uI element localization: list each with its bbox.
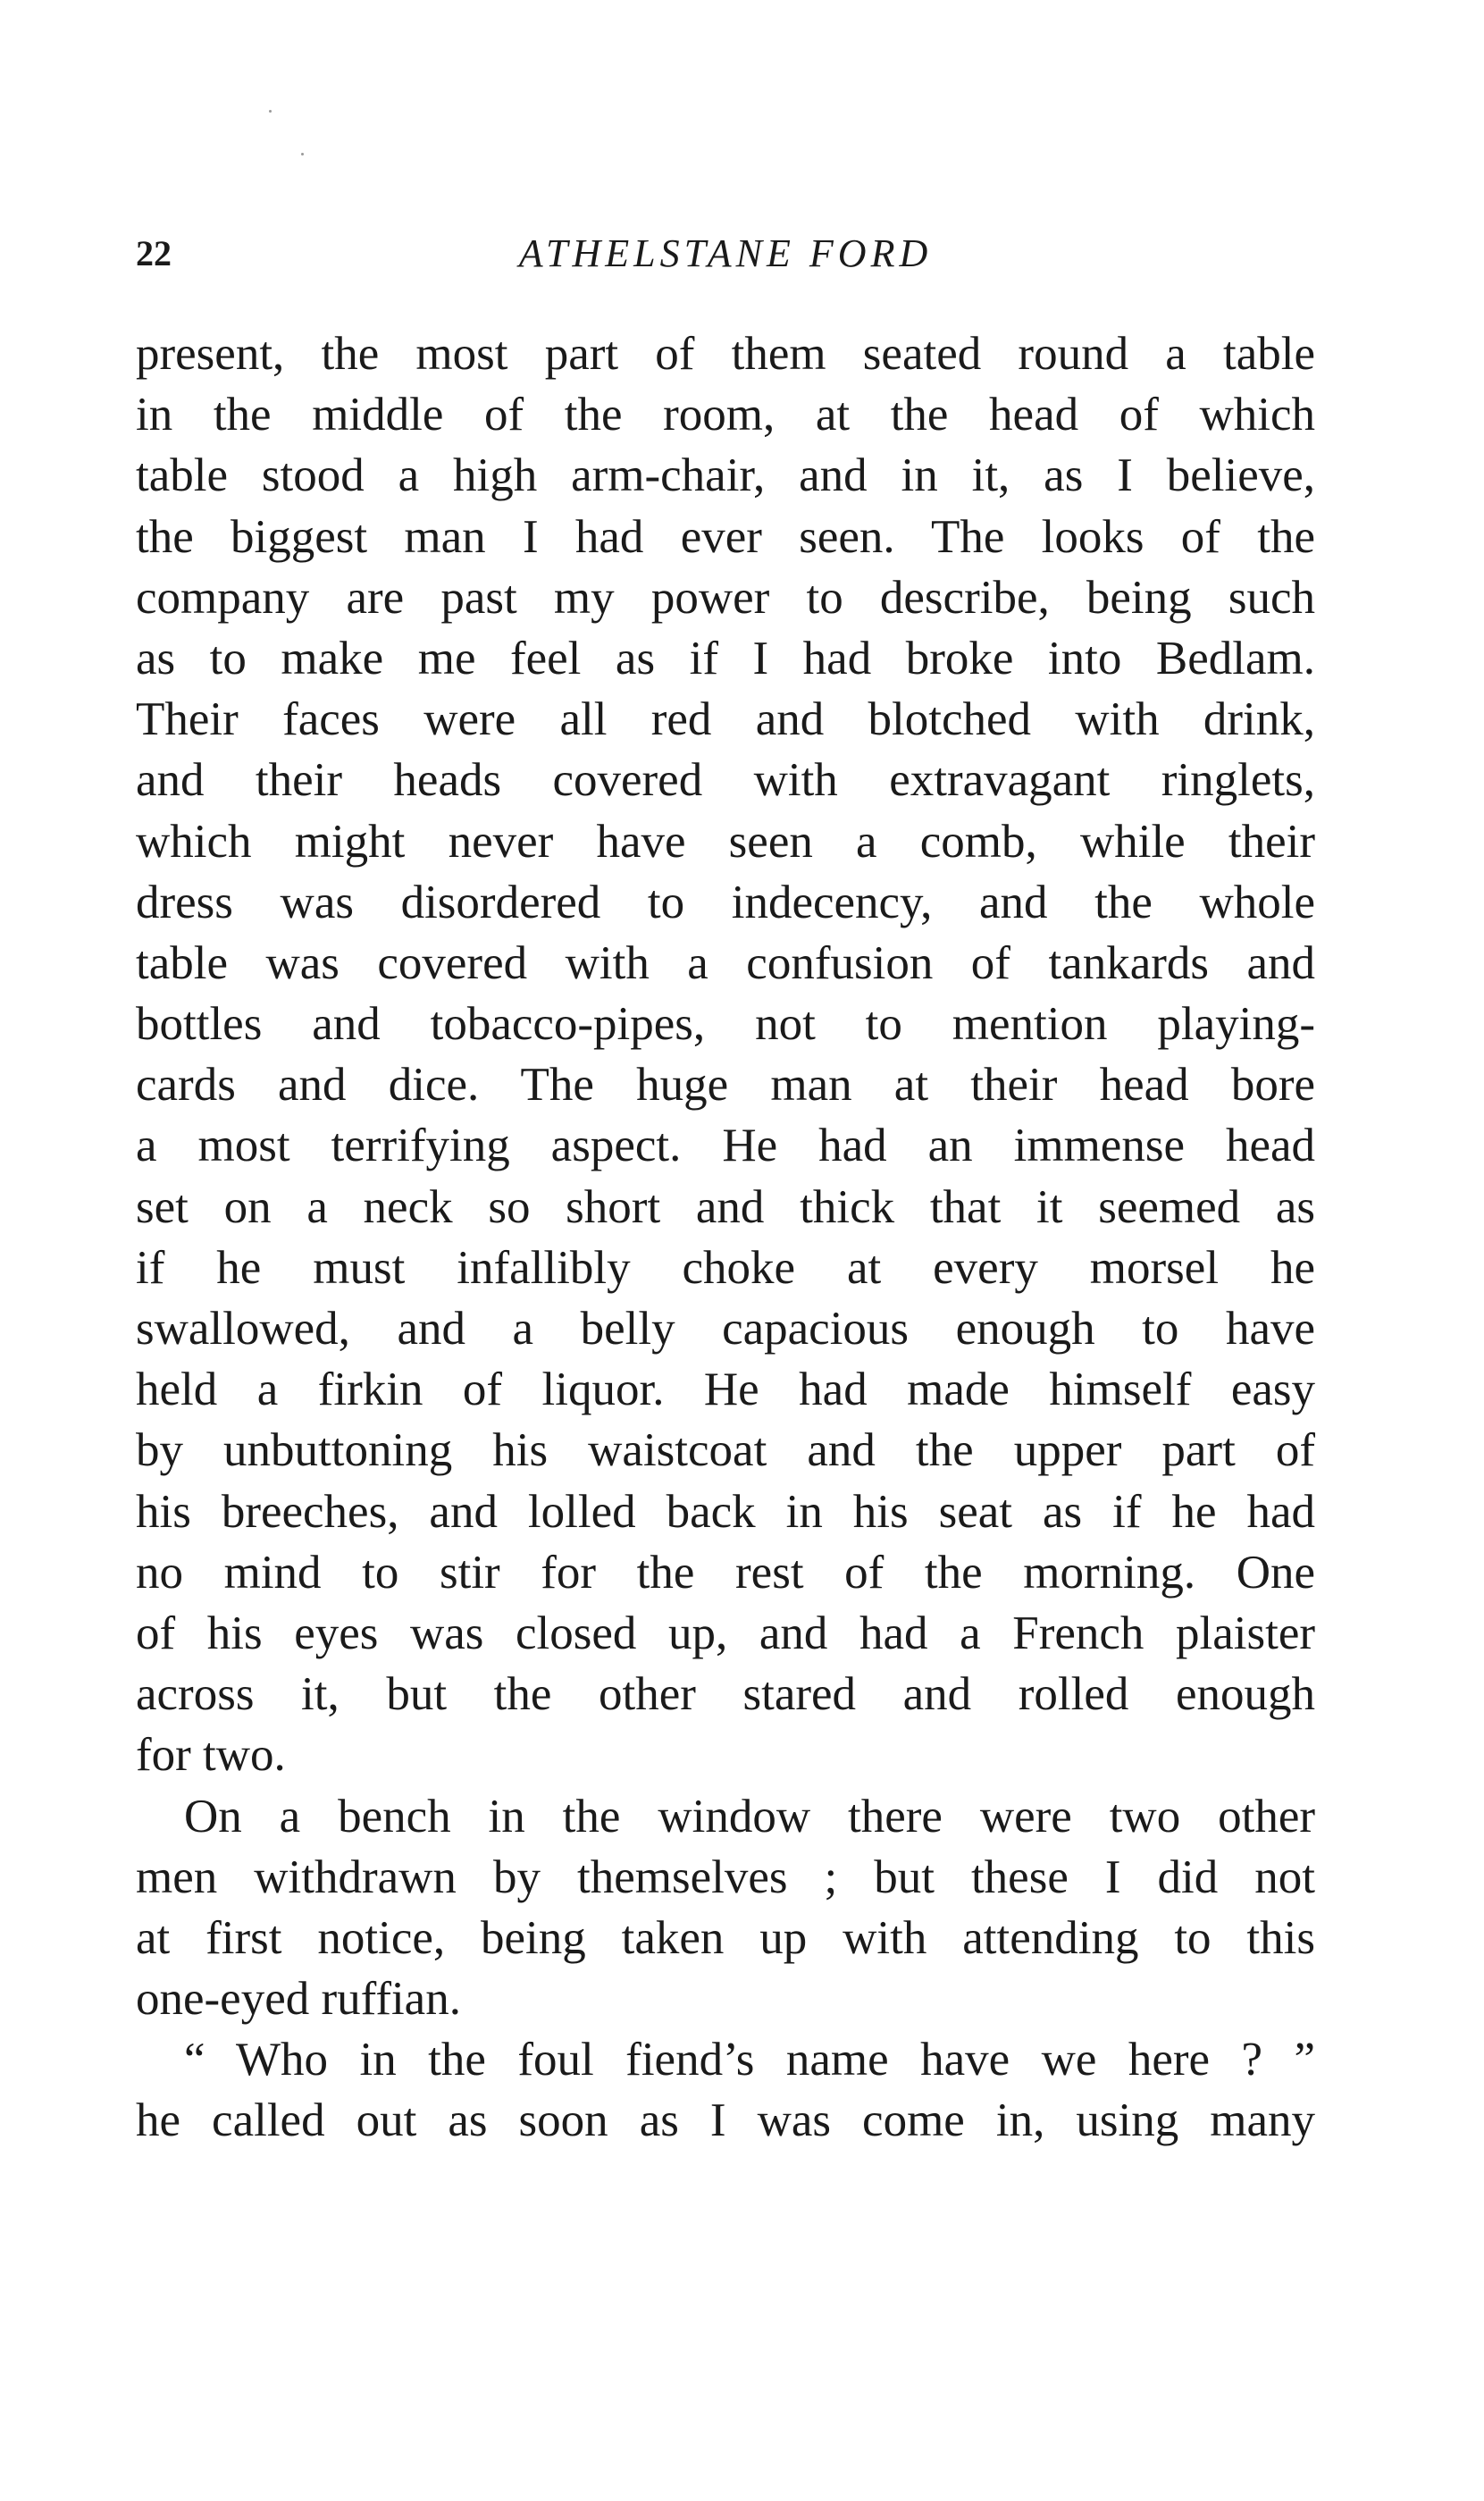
text-line: a most terrifying aspect. He had an immense head	[136, 1120, 1315, 1172]
text-line: no mind to stir for the rest of the morning. One	[136, 1546, 1315, 1599]
text-line: one-eyed ruffian.	[136, 1973, 461, 2026]
text-line: for two.	[136, 1729, 286, 1782]
text-line: if he must infallibly choke at every morsel he	[136, 1241, 1315, 1294]
text-line: he called out as soon as I was come in, using many	[136, 2094, 1315, 2147]
text-line: his breeches, and lolled back in his seat as if he had	[136, 1485, 1315, 1538]
text-line: On a bench in the window there were two other	[184, 1790, 1315, 1842]
text-line: of his eyes was closed up, and had a French plaister	[136, 1607, 1315, 1659]
text-line: in the middle of the room, at the head of which	[136, 389, 1315, 441]
page-number: 22	[136, 233, 172, 273]
text-line: present, the most part of them seated round a table	[136, 328, 1315, 380]
text-line: cards and dice. The huge man at their head bore	[136, 1059, 1315, 1112]
text-line: as to make me feel as if I had broke into Bedlam.	[136, 632, 1315, 684]
text-line: swallowed, and a belly capacious enough to have	[136, 1303, 1315, 1355]
text-line: which might never have seen a comb, while their	[136, 815, 1315, 868]
page-header	[136, 225, 1315, 282]
text-line: by unbuttoning his waistcoat and the upper part of	[136, 1424, 1315, 1477]
text-line: men withdrawn by themselves ; but these I did not	[136, 1851, 1315, 1903]
text-line: held a firkin of liquor. He had made himself easy	[136, 1364, 1315, 1416]
text-line: bottles and tobacco-pipes, not to mention playing-	[136, 998, 1315, 1051]
text-line: set on a neck so short and thick that it seemed as	[136, 1180, 1315, 1233]
text-line: table was covered with a confusion of tankards and	[136, 936, 1315, 989]
text-line: company are past my power to describe, being such	[136, 571, 1315, 624]
text-line: and their heads covered with extravagant ringlets,	[136, 754, 1315, 807]
body-text	[136, 323, 1315, 2152]
text-line: at first notice, being taken up with attending to this	[136, 1911, 1315, 1964]
text-line: dress was disordered to indecency, and the whole	[136, 876, 1315, 928]
running-title: ATHELSTANE FORD	[518, 231, 933, 275]
text-line: “ Who in the foul fiend’s name have we here ? ”	[184, 2034, 1315, 2086]
ink-speck	[269, 110, 272, 113]
text-line: the biggest man I had ever seen. The looks of the	[136, 510, 1315, 563]
text-line: across it, but the other stared and rolled enough	[136, 1668, 1315, 1721]
ink-speck	[301, 153, 304, 155]
text-line: table stood a high arm-chair, and in it, as I believe,	[136, 449, 1315, 502]
text-line: Their faces were all red and blotched with drink,	[136, 693, 1315, 746]
